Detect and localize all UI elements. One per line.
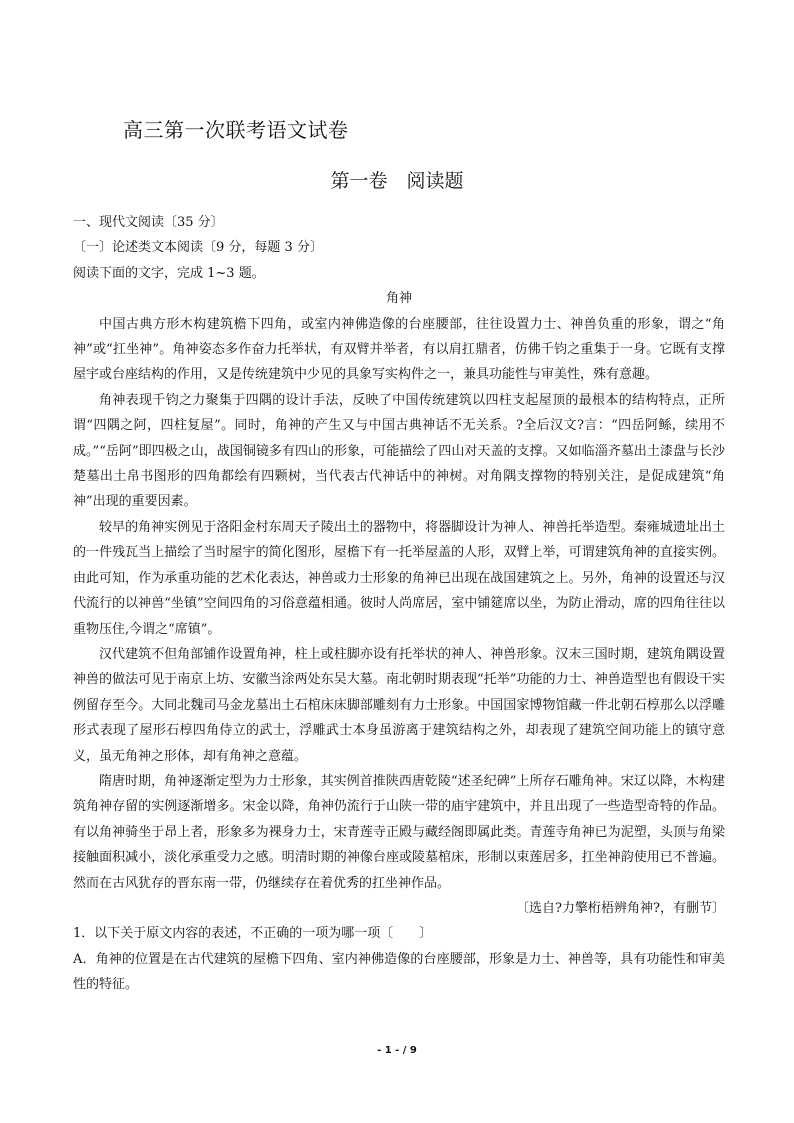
article-paragraph: 中国古典方形木构建筑檐下四角，或室内神佛造像的台座腰部，往往设置力士、神兽负重的形象，谓之“角神”或“扛坐神”。角神姿态多作奋力托举状，有双臂并举者，有以肩扛鼎者，仿佛千钧之重集于一身。它既有支撑屋宇或台座结构的作用，又是传统建筑中少见的具象写实构件之一，兼具功能性与审美性，殊有意趣。 bbox=[73, 316, 725, 383]
question-option-a: A．角神的位置是在古代建筑的屋檐下四角、室内神佛造像的台座腰部，形象是力士、神兽等，具有功能性和审美性的特征。 bbox=[73, 951, 725, 993]
page-number: - 1 - / 9 bbox=[377, 1045, 417, 1056]
part-heading: 一、现代文阅读〔35 分〕 bbox=[73, 215, 224, 230]
question-stem: 1．以下关于原文内容的表述，不正确的一项为哪一项〔 〕 bbox=[73, 926, 433, 942]
section-title: 第一卷 阅读题 bbox=[330, 170, 464, 192]
page-title: 高三第一次联考语文试卷 bbox=[123, 118, 349, 142]
article-paragraph: 汉代建筑不但角部铺作设置角神，柱上或柱脚亦设有托举状的神人、神兽形象。汉末三国时期，建筑角隅设置神兽的做法可见于南京上坊、安徽当涂两处东吴大墓。南北朝时期表现“托举”功能的力士、神兽造型也有假设干实例留存至今。大同北魏司马金龙墓出土石棺床床脚部雕刻有力士形象。中国国家博物馆藏一件北朝石椁那么以浮雕形式表现了屋形石椁四角侍立的武士，浮雕武士本身虽游离于建筑结构之外，却表现了建筑空间功能上的镇守意义，虽无角神之形体，却有角神之意蕴。 bbox=[73, 646, 725, 764]
article-paragraph: 角神表现千钧之力聚集于四隅的设计手法，反映了中国传统建筑以四柱支起屋顶的最根本的结构特点，正所谓“四隅之阿，四柱复屋”。同时，角神的产生又与中国古典神话不无关系。?全后汉文?言：“四岳阿鲧，续用不成。”“岳阿”即四极之山，战国铜镜多有四山的形象，可能描绘了四山对天盖的支撑。又如临淄齐墓出土漆盘与长沙楚墓出土帛书图形的四角都绘有四颗树，当代表古代神话中的神树。对角隅支撑物的特别关注，是促成建筑“角神”出现的重要因素。 bbox=[73, 392, 725, 510]
subpart-heading: 〔一〕论述类文本阅读〔9 分，每题 3 分〕 bbox=[73, 240, 323, 256]
reading-instruction: 阅读下面的文字，完成 1~3 题。 bbox=[73, 265, 265, 281]
document-body bbox=[73, 210, 725, 998]
article-paragraph: 较早的角神实例见于洛阳金村东周天子陵出土的器物中，将器脚设计为神人、神兽托举造型。秦雍城遗址出土的一件残瓦当上描绘了当时屋宇的简化图形，屋檐下有一托举屋盖的人形，双臂上举，可谓建筑角神的直接实例。由此可知，作为承重功能的艺术化表达，神兽或力士形象的角神已出现在战国建筑之上。另外，角神的设置还与汉代流行的以神兽“坐镇”空间四角的习俗意蕴相通。彼时人尚席居，室中铺筵席以坐，为防止滑动，席的四角往往以重物压住,今谓之“席镇”。 bbox=[73, 519, 725, 637]
article-source: 〔选自?力擎桁梧辨角神?，有删节〕 bbox=[516, 900, 725, 916]
article-paragraph: 隋唐时期，角神逐渐定型为力士形象，其实例首推陕西唐乾陵“述圣纪碑”上所存石雕角神。宋辽以降，木构建筑角神存留的实例逐渐增多。宋金以降，角神仍流行于山陕一带的庙宇建筑中，并且出现了一些造型奇特的作品。有以角神骑坐于昂上者，形象多为裸身力士，宋青莲寺正殿与藏经阁即属此类。青莲寺角神已为泥塑，头顶与角梁接触面积减小，淡化承重受力之感。明清时期的神像台座或陵墓棺床，形制以束莲居多，扛坐神韵使用已不普遍。然而在古风犹存的晋东南一带，仍继续存在着优秀的扛坐神作品。 bbox=[73, 773, 725, 891]
article-title: 角神 bbox=[385, 291, 412, 307]
